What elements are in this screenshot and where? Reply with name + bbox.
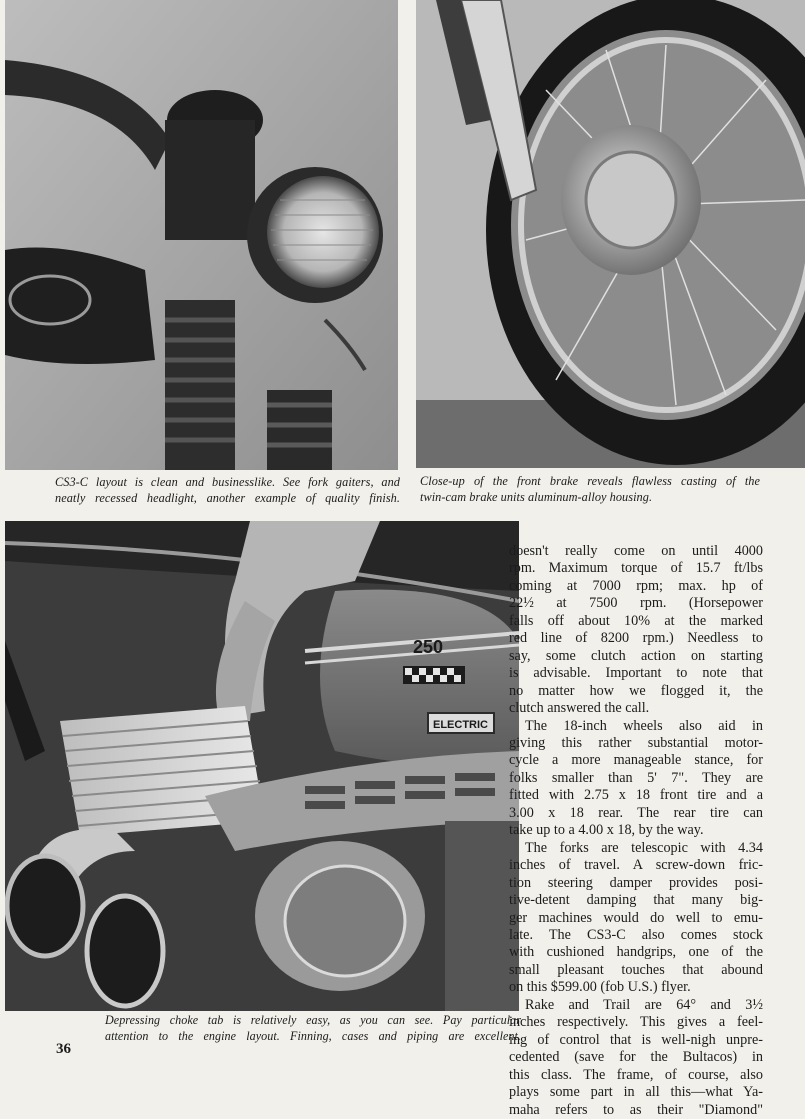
text-line: tion steering damper provides posi- <box>509 874 763 891</box>
text-line: clutch answered the call. <box>509 700 650 717</box>
text-line: doesn't really come on until 4000 <box>509 543 763 559</box>
text-line: no matter how we flogged it, the <box>509 682 763 699</box>
tank-badge: 250 <box>413 637 444 657</box>
caption-line: twin-cam brake units aluminum-alloy housing. <box>420 489 653 504</box>
text-line: cycle a more manageable stance, for <box>509 752 763 769</box>
front-brake-photo <box>416 0 805 468</box>
text-line: red line of 8200 rpm.) Needless to <box>509 630 763 647</box>
text-line: falls off about 10% at the marked <box>509 612 763 629</box>
article-paragraph <box>509 840 763 997</box>
text-line: The 18-inch wheels also aid in <box>525 717 763 734</box>
caption-line: Close-up of the front brake reveals flawless casting of the <box>420 474 760 488</box>
headlight-caption <box>55 475 400 506</box>
text-line: small pleasant touches that abound <box>509 961 763 978</box>
text-line: this class. The frame, of course, also <box>509 1066 763 1083</box>
engine-caption <box>105 1013 521 1044</box>
text-line: 3.00 x 18 rear. The rear tire can <box>509 804 763 821</box>
page-number: 36 <box>56 1041 71 1057</box>
text-line: plays some part in all this—what Ya- <box>509 1084 763 1101</box>
text-line: Rake and Trail are 64° and 3½ <box>525 996 763 1013</box>
text-line: inches respectively. This gives a feel- <box>509 1014 763 1031</box>
text-line: on this $599.00 (fob U.S.) flyer. <box>509 979 691 996</box>
text-line: cedented (save for the Bultacos) in <box>509 1049 763 1066</box>
text-line: giving this rather substantial motor- <box>509 734 763 751</box>
text-line: folks smaller than 5' 7". They are <box>509 769 763 786</box>
article-column <box>509 543 763 1119</box>
caption-line: neatly recessed headlight, another example of quality finish. <box>55 490 400 505</box>
article-paragraph <box>509 718 763 840</box>
text-line: rpm. Maximum torque of 15.7 ft/lbs <box>509 560 763 577</box>
electric-label: ELECTRIC <box>433 719 488 731</box>
text-line: late. The CS3-C also comes stock <box>509 926 763 943</box>
front-brake-caption <box>420 474 760 505</box>
text-line: fitted with 2.75 x 18 front tire and a <box>509 787 763 804</box>
article-paragraph <box>509 543 763 718</box>
text-line: tive-detent damping that many big- <box>509 892 763 909</box>
text-line: ger machines would do well to emu- <box>509 909 763 926</box>
text-line: is advisable. Important to note that <box>509 665 763 682</box>
engine-photo <box>5 521 519 1011</box>
text-line: 22½ at 7500 rpm. (Horsepower <box>509 595 763 612</box>
article-paragraph <box>509 997 763 1119</box>
text-line: coming at 7000 rpm; max. hp of <box>509 577 763 594</box>
text-line: The forks are telescopic with 4.34 <box>525 839 763 856</box>
text-line: inches of travel. A screw-down fric- <box>509 857 763 874</box>
caption-line: attention to the engine layout. Finning, cases and piping are excellent. <box>105 1028 521 1043</box>
caption-line: Depressing choke tab is relatively easy, as you can see. Pay particular <box>105 1013 521 1027</box>
text-line: ing of control that is well-nigh unpre- <box>509 1031 763 1048</box>
text-line: take up to a 4.00 x 18, by the way. <box>509 822 704 839</box>
headlight-photo <box>5 0 398 470</box>
text-line: maha refers to as their "Diamond" <box>509 1101 763 1118</box>
text-line: say, some clutch action on starting <box>509 647 763 664</box>
text-line: with cushioned handgrips, one of the <box>509 944 763 961</box>
caption-line: CS3-C layout is clean and businesslike. See fork gaiters, and <box>55 475 400 489</box>
